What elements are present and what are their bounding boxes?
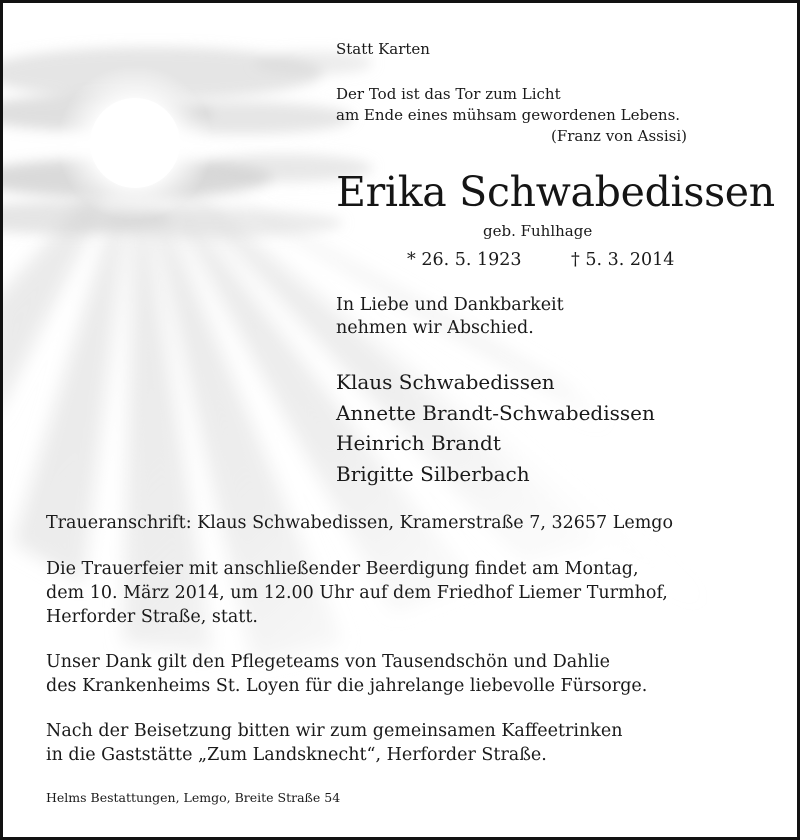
ceremony-line: Die Trauerfeier mit anschließender Beerdigung findet am Montag, bbox=[46, 559, 639, 579]
thanks-line: des Krankenheims St. Loyen für die jahrelange liebevolle Fürsorge. bbox=[46, 676, 648, 696]
ceremony-paragraph bbox=[46, 557, 668, 629]
deceased-name: Erika Schwabedissen bbox=[336, 168, 775, 216]
quote-author: (Franz von Assisi) bbox=[550, 127, 687, 145]
mourner-name: Klaus Schwabedissen bbox=[336, 370, 555, 394]
coffee-line: in die Gaststätte „Zum Landsknecht“, Herforder Straße. bbox=[46, 745, 547, 765]
birth-date: * 26. 5. 1923 bbox=[407, 250, 522, 270]
statt-karten-label: Statt Karten bbox=[336, 40, 430, 58]
thanks-paragraph bbox=[46, 650, 647, 698]
funeral-home-footer: Helms Bestattungen, Lemgo, Breite Straße 54 bbox=[46, 790, 341, 805]
mourners-list bbox=[336, 367, 655, 489]
quote-line-1: Der Tod ist das Tor zum Licht bbox=[336, 85, 561, 103]
farewell-line-2: nehmen wir Abschied. bbox=[336, 318, 534, 338]
coffee-paragraph bbox=[46, 719, 623, 767]
ceremony-line: Herforder Straße, statt. bbox=[46, 607, 258, 627]
death-date: † 5. 3. 2014 bbox=[571, 250, 675, 270]
coffee-line: Nach der Beisetzung bitten wir zum gemeinsamen Kaffeetrinken bbox=[46, 721, 623, 741]
quote-line-2: am Ende eines mühsam gewordenen Lebens. bbox=[336, 106, 681, 124]
mourner-name: Heinrich Brandt bbox=[336, 431, 501, 455]
farewell-line-1: In Liebe und Dankbarkeit bbox=[336, 295, 564, 315]
mourning-address: Traueranschrift: Klaus Schwabedissen, Kramerstraße 7, 32657 Lemgo bbox=[46, 513, 674, 533]
thanks-line: Unser Dank gilt den Pflegeteams von Tausendschön und Dahlie bbox=[46, 652, 610, 672]
ceremony-line: dem 10. März 2014, um 12.00 Uhr auf dem Friedhof Liemer Turmhof, bbox=[46, 583, 668, 603]
born-name: geb. Fuhlhage bbox=[483, 222, 593, 240]
mourner-name: Brigitte Silberbach bbox=[336, 461, 530, 486]
mourner-name: Annette Brandt-Schwabedissen bbox=[336, 400, 655, 425]
sun bbox=[90, 98, 180, 188]
